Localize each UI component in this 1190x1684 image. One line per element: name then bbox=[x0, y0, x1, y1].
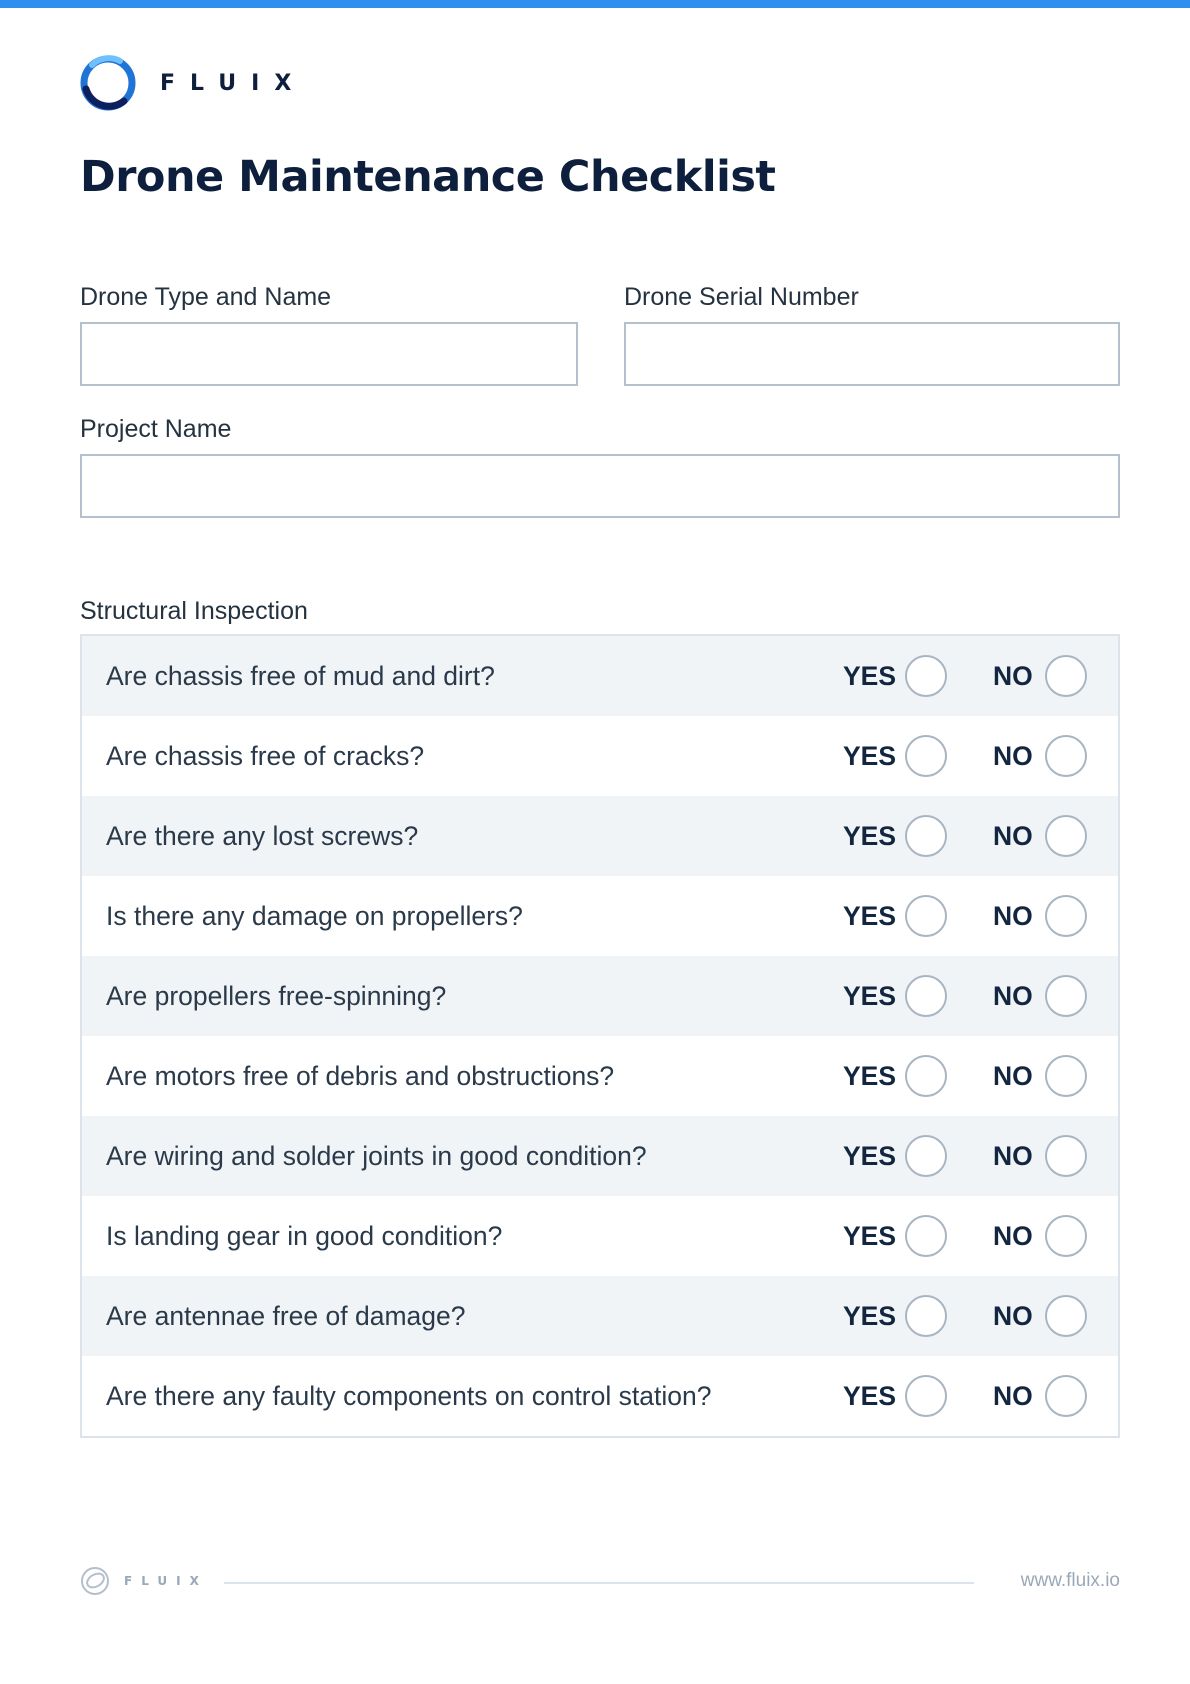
checklist-question: Are motors free of debris and obstructions? bbox=[106, 1060, 615, 1091]
no-radio[interactable] bbox=[1045, 1135, 1087, 1177]
no-label: NO bbox=[993, 820, 1033, 851]
no-radio[interactable] bbox=[1045, 1375, 1087, 1417]
footer bbox=[80, 1566, 1120, 1598]
no-radio[interactable] bbox=[1045, 655, 1087, 697]
no-label: NO bbox=[993, 1060, 1033, 1091]
checklist-row bbox=[82, 796, 1118, 876]
no-label: NO bbox=[993, 1300, 1033, 1331]
yes-radio[interactable] bbox=[905, 895, 947, 937]
no-radio[interactable] bbox=[1045, 1295, 1087, 1337]
section-title: Structural Inspection bbox=[80, 597, 308, 625]
yes-option[interactable] bbox=[843, 815, 947, 857]
checklist-row bbox=[82, 1356, 1118, 1436]
yes-radio[interactable] bbox=[905, 1295, 947, 1337]
drone-type-label: Drone Type and Name bbox=[80, 283, 332, 311]
checklist-row bbox=[82, 1116, 1118, 1196]
footer-logo bbox=[80, 1566, 208, 1596]
checklist-question: Are there any faulty components on control station? bbox=[106, 1380, 712, 1411]
footer-wordmark: FLUIX bbox=[124, 1574, 208, 1588]
fluix-logo-icon bbox=[80, 55, 136, 111]
no-label: NO bbox=[993, 740, 1033, 771]
drone-type-field[interactable] bbox=[80, 322, 578, 386]
yes-option[interactable] bbox=[843, 1135, 947, 1177]
no-radio[interactable] bbox=[1045, 895, 1087, 937]
no-option[interactable] bbox=[993, 1135, 1087, 1177]
yes-option[interactable] bbox=[843, 1055, 947, 1097]
fluix-logo bbox=[80, 55, 306, 111]
serial-number-label: Drone Serial Number bbox=[624, 283, 859, 311]
no-radio[interactable] bbox=[1045, 735, 1087, 777]
yes-label: YES bbox=[843, 740, 897, 771]
checklist-row bbox=[82, 1036, 1118, 1116]
checklist-row bbox=[82, 636, 1118, 716]
yes-label: YES bbox=[843, 820, 897, 851]
project-name-field[interactable] bbox=[80, 454, 1120, 518]
no-label: NO bbox=[993, 1220, 1033, 1251]
footer-url[interactable]: www.fluix.io bbox=[1020, 1570, 1120, 1591]
yes-option[interactable] bbox=[843, 1295, 947, 1337]
yes-label: YES bbox=[843, 1300, 897, 1331]
no-option[interactable] bbox=[993, 975, 1087, 1017]
checklist-question: Are wiring and solder joints in good condition? bbox=[106, 1140, 647, 1171]
no-label: NO bbox=[993, 1140, 1033, 1171]
no-option[interactable] bbox=[993, 735, 1087, 777]
no-radio[interactable] bbox=[1045, 1215, 1087, 1257]
checklist-question: Are chassis free of mud and dirt? bbox=[106, 660, 495, 691]
no-label: NO bbox=[993, 660, 1033, 691]
logo-wordmark: FLUIX bbox=[160, 70, 307, 96]
no-option[interactable] bbox=[993, 895, 1087, 937]
no-radio[interactable] bbox=[1045, 975, 1087, 1017]
no-label: NO bbox=[993, 980, 1033, 1011]
yes-label: YES bbox=[843, 1380, 897, 1411]
no-option[interactable] bbox=[993, 655, 1087, 697]
checklist-row bbox=[82, 1276, 1118, 1356]
yes-option[interactable] bbox=[843, 655, 947, 697]
yes-option[interactable] bbox=[843, 975, 947, 1017]
yes-label: YES bbox=[843, 1220, 897, 1251]
checklist-question: Are there any lost screws? bbox=[106, 820, 419, 851]
structural-inspection-checklist bbox=[80, 634, 1120, 1438]
no-radio[interactable] bbox=[1045, 1055, 1087, 1097]
project-name-label: Project Name bbox=[80, 415, 232, 443]
checklist-question: Is there any damage on propellers? bbox=[106, 900, 523, 931]
no-option[interactable] bbox=[993, 1375, 1087, 1417]
top-accent-bar bbox=[0, 0, 1190, 8]
page-title: Drone Maintenance Checklist bbox=[80, 152, 776, 202]
yes-label: YES bbox=[843, 980, 897, 1011]
yes-radio[interactable] bbox=[905, 735, 947, 777]
yes-radio[interactable] bbox=[905, 1215, 947, 1257]
yes-radio[interactable] bbox=[905, 1055, 947, 1097]
yes-radio[interactable] bbox=[905, 1375, 947, 1417]
footer-logo-icon bbox=[80, 1566, 110, 1596]
yes-option[interactable] bbox=[843, 895, 947, 937]
yes-option[interactable] bbox=[843, 1215, 947, 1257]
checklist-row bbox=[82, 716, 1118, 796]
no-option[interactable] bbox=[993, 1295, 1087, 1337]
no-option[interactable] bbox=[993, 1215, 1087, 1257]
yes-option[interactable] bbox=[843, 1375, 947, 1417]
yes-radio[interactable] bbox=[905, 1135, 947, 1177]
yes-label: YES bbox=[843, 660, 897, 691]
yes-radio[interactable] bbox=[905, 975, 947, 1017]
no-option[interactable] bbox=[993, 1055, 1087, 1097]
yes-radio[interactable] bbox=[905, 815, 947, 857]
checklist-question: Are chassis free of cracks? bbox=[106, 740, 425, 771]
footer-divider bbox=[224, 1582, 974, 1584]
checklist-question: Are antennae free of damage? bbox=[106, 1300, 466, 1331]
no-label: NO bbox=[993, 1380, 1033, 1411]
checklist-row bbox=[82, 876, 1118, 956]
checklist-row bbox=[82, 956, 1118, 1036]
serial-number-field[interactable] bbox=[624, 322, 1120, 386]
yes-label: YES bbox=[843, 1060, 897, 1091]
no-option[interactable] bbox=[993, 815, 1087, 857]
yes-label: YES bbox=[843, 1140, 897, 1171]
checklist-question: Is landing gear in good condition? bbox=[106, 1220, 503, 1251]
checklist-row bbox=[82, 1196, 1118, 1276]
yes-radio[interactable] bbox=[905, 655, 947, 697]
no-radio[interactable] bbox=[1045, 815, 1087, 857]
no-label: NO bbox=[993, 900, 1033, 931]
yes-option[interactable] bbox=[843, 735, 947, 777]
yes-label: YES bbox=[843, 900, 897, 931]
checklist-question: Are propellers free-spinning? bbox=[106, 980, 447, 1011]
